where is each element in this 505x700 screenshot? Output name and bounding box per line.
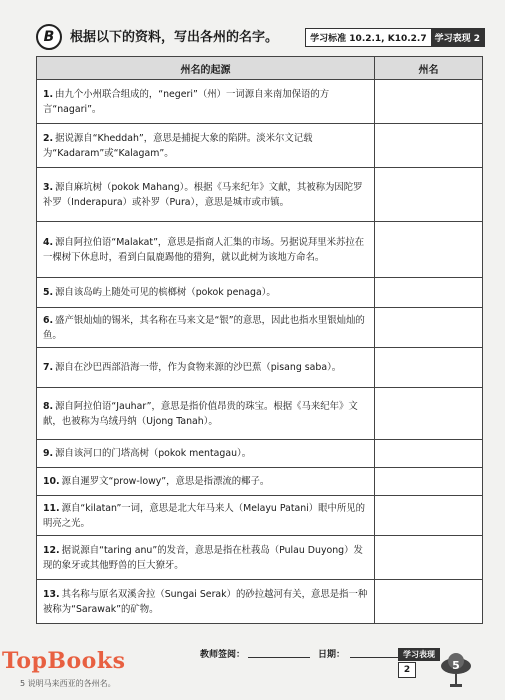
table-row [37,580,483,624]
table-row [37,440,483,468]
state-answer-field[interactable] [375,278,483,308]
origin-cell [37,348,375,388]
origin-text: 据说源自“Kheddah”，意思是捕捉大象的陷阱。淡米尔文记载为“Kadaram”或“Kalagam”。 [43,132,313,159]
state-answer-field[interactable] [375,468,483,496]
performance-level: 2 [398,662,416,678]
row-number: 7. [43,362,54,373]
row-number: 4. [43,236,54,248]
state-answer-field[interactable] [375,440,483,468]
state-origin-table [36,56,483,624]
row-number: 9. [43,448,54,459]
learning-standard-box [305,28,485,47]
origin-cell [37,308,375,348]
origin-cell [37,388,375,440]
origin-text: 源自阿拉伯语“Jauhar”，意思是指价值昂贵的珠宝。根据《马来纪年》文献，也被称为乌绒丹纳（Ujong Tanah）。 [43,400,358,427]
publisher-logo: TopBooks [2,648,126,674]
origin-text: 源自暹罗文“prow-lowy”，意思是指漂流的椰子。 [61,476,270,487]
table-row [37,80,483,124]
row-number: 3. [43,181,54,193]
origin-cell [37,124,375,168]
origin-text: 其名称与原名双溪舍拉（Sungai Serak）的砂拉越河有关，意思是指一种被称为“Sarawak”的矿物。 [43,588,368,615]
origin-cell [37,496,375,536]
origin-cell [37,80,375,124]
origin-text: 源自在沙巴西部沿海一带，作为食物来源的沙巴蕉（pisang saba）。 [55,362,342,373]
table-row [37,222,483,278]
origin-cell [37,580,375,624]
state-answer-field[interactable] [375,222,483,278]
origin-cell [37,536,375,580]
table-row [37,278,483,308]
date-label: 日期： [318,650,346,660]
state-answer-field[interactable] [375,168,483,222]
table-row [37,168,483,222]
row-number: 2. [43,132,54,144]
row-number: 13. [43,588,60,600]
origin-text: 据说源自“taring anu”的发音，意思是指在杜莪岛（Pulau Duyong）发现的象牙或其他野兽的巨大獠牙。 [43,544,363,571]
origin-text: 由九个小州联合组成的，“negeri”（州）一词源自来南加保语的方言“nagari”。 [43,88,330,115]
section-header [36,24,485,48]
table-row [37,388,483,440]
state-answer-field[interactable] [375,496,483,536]
page-footer [0,640,505,700]
column-header-state: 州名 [375,57,483,80]
performance-label: 学习表现 [398,648,440,661]
origin-cell [37,278,375,308]
origin-text: 源自阿拉伯语“Malakat”，意思是指商人汇集的市场。另据说拜里米苏拉在一棵树下休息时，看到白鼠鹿踢他的猎狗，就以此树为该地方命名。 [43,236,365,263]
state-answer-field[interactable] [375,308,483,348]
table-row [37,348,483,388]
row-number: 11. [43,502,60,514]
row-number: 8. [43,400,54,412]
column-header-origin: 州名的起源 [37,57,375,80]
footer-note: 5 说明马来西亚的各州名。 [20,679,116,688]
table-header-row [37,57,483,80]
table-row [37,536,483,580]
state-answer-field[interactable] [375,388,483,440]
origin-text: 源自麻坑树（pokok Mahang）。根据《马来纪年》文献，其被称为因陀罗补罗（Inderapura）或补罗（Pura），意思是城市或市镇。 [43,181,363,208]
table-row [37,468,483,496]
signature-label: 教师签阅： [200,650,246,660]
instruction-text: 根据以下的资料，写出各州的名字。 [70,30,279,45]
section-letter-badge: B [36,24,62,50]
state-answer-field[interactable] [375,348,483,388]
signature-field[interactable] [248,657,310,658]
origin-cell [37,440,375,468]
origin-cell [37,168,375,222]
performance-tag: 学习表现 2 [431,29,484,46]
origin-text: 源自该河口的门塔高树（pokok mentagau）。 [55,448,252,459]
row-number: 5. [43,287,54,298]
state-answer-field[interactable] [375,124,483,168]
table-row [37,496,483,536]
page-number: 5 [452,659,460,672]
origin-cell [37,222,375,278]
row-number: 12. [43,544,60,556]
row-number: 10. [43,476,60,487]
state-answer-field[interactable] [375,80,483,124]
learning-standard: 学习标准 10.2.1, K10.2.7 [310,34,427,44]
table-row [37,124,483,168]
row-number: 1. [43,88,54,100]
origin-cell [37,468,375,496]
table-row [37,308,483,348]
state-answer-field[interactable] [375,536,483,580]
state-answer-field[interactable] [375,580,483,624]
origin-text: 源自该岛屿上随处可见的槟榔树（pokok penaga）。 [55,287,276,298]
origin-text: 盛产银灿灿的锡米，其名称在马来文是“银”的意思，因此也指水里银灿灿的鱼。 [43,314,365,341]
row-number: 6. [43,314,54,326]
origin-text: 源自“kilatan”一词，意思是北大年马来人（Melayu Patani）眼中所见的明亮之光。 [43,502,366,529]
